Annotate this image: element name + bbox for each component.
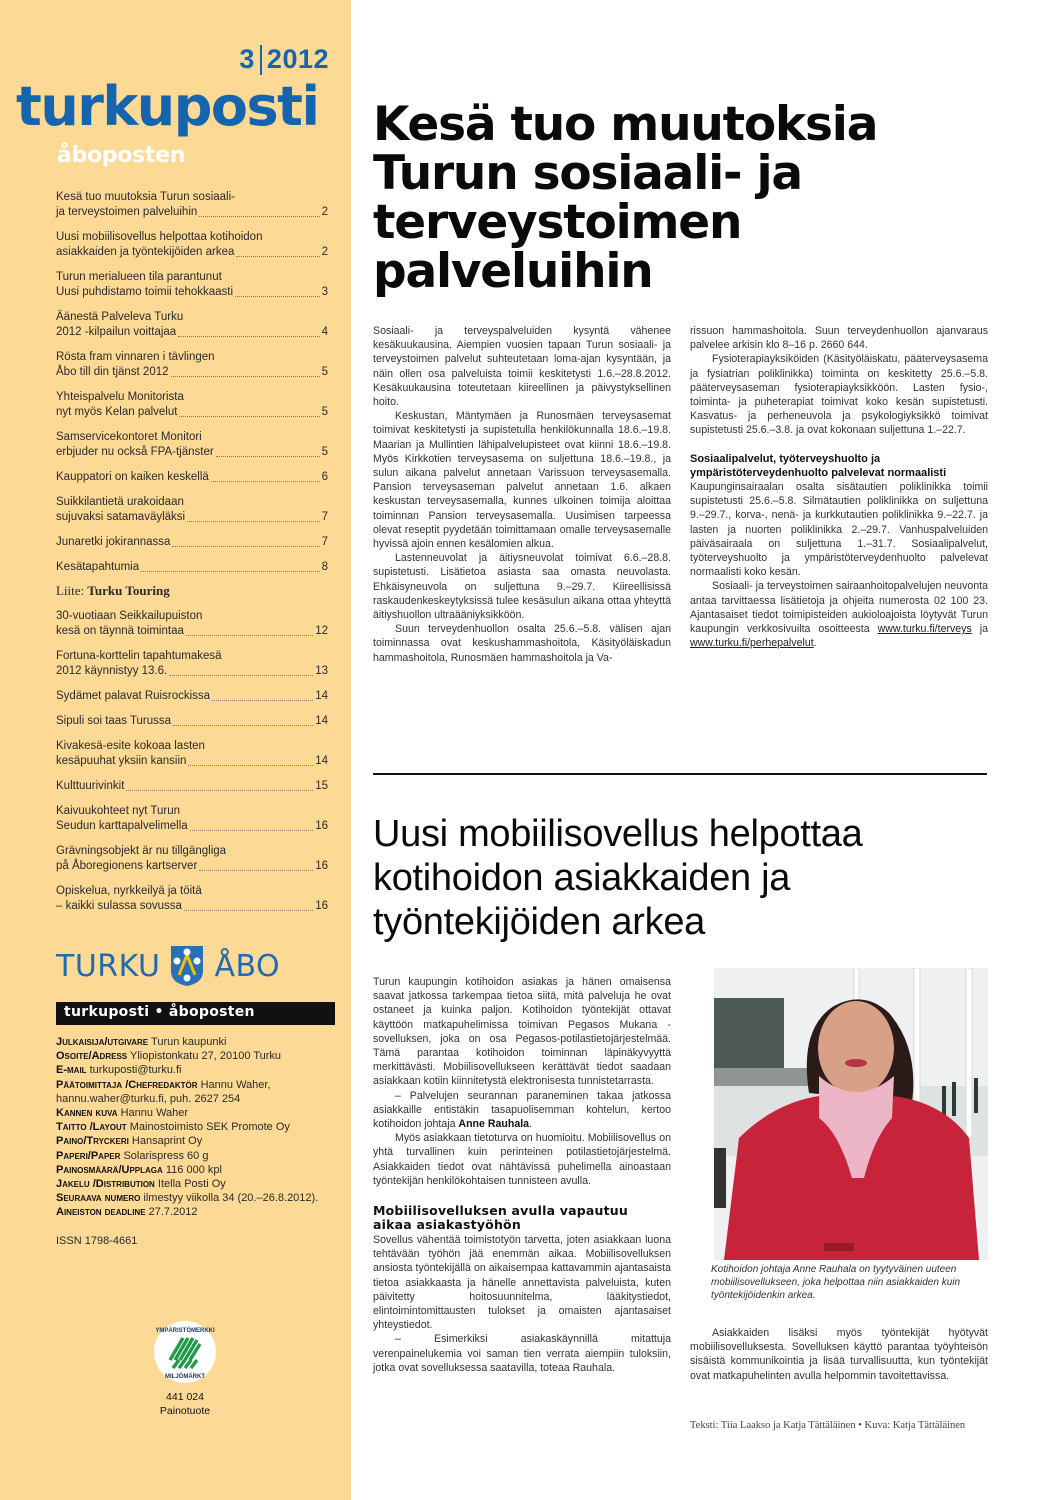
toc-entry-line	[56, 390, 328, 405]
toc-page-number: 6	[321, 471, 328, 483]
colophon-value: Mainostoimisto SEK Promote Oy	[129, 1121, 290, 1134]
toc-entry-line	[56, 495, 328, 510]
toc-leader-dots	[216, 456, 320, 457]
article1-paragraph-links	[690, 579, 988, 650]
toc-page-number: 14	[315, 715, 328, 727]
toc-entry-line	[56, 739, 328, 754]
toc-entry-title: 2012 -kilpailun voittajaa	[56, 326, 177, 338]
article-divider	[373, 773, 987, 775]
toc-entry-line	[56, 405, 328, 420]
article1-paragraph: Suun terveydenhuollon osalta 25.6.–5.8. välisen ajan toiminnassa ovat keskushammashoitola, Käsityöläiskadun hammashoitola, Runosmäen hammashoitola ja Va-	[373, 623, 671, 664]
toc-entry-line	[56, 230, 328, 245]
toc-entry-title: Sydämet palavat Ruisrockissa	[56, 690, 211, 702]
toc-entry-line	[56, 884, 328, 899]
colophon-row	[56, 1106, 341, 1120]
toc-page-number: 8	[321, 561, 328, 573]
swan-ecolabel-icon	[153, 1320, 217, 1384]
toc-entry-line	[56, 285, 328, 300]
article1-column2	[690, 324, 988, 650]
photo-caption: Kotihoidon johtaja Anne Rauhala on tyytyväinen uuteen mobiilisovellukseen, joka helpottaa niin asiakkaiden kuin työntekijöidenkin arkea.	[711, 1264, 961, 1301]
toc-leader-dots	[187, 521, 319, 522]
link-turku-perhepalvelut[interactable]: www.turku.fi/perhepalvelut	[690, 637, 814, 650]
toc-entry-line	[56, 804, 328, 819]
toc-entry-title: Fortuna-korttelin tapahtumakesä	[56, 650, 222, 662]
toc-entry-title: Uusi puhdistamo toimii tehokkaasti	[56, 286, 234, 298]
colophon-label: Painosmäärä/Upplaga	[56, 1163, 163, 1176]
toc-entry-title: Opiskelua, nyrkkeilyä ja töitä	[56, 885, 202, 897]
article1-paragraph: Lastenneuvolat ja äitiysneuvolat toimivat 6.6.–28.8. supistetusti. Lisätietoa asiasta saa omasta neuvolasta. Ehkäisyneuvola on suljettuna 9.–29.7. Kiireellisissä raskaudenkeskeytyksissä tulee kesäsulun aikana ottaa yhteyttä äitiyshuollon ultraääniyksikköön.	[373, 552, 671, 622]
toc-entry-title: på Åboregionens kartserver	[56, 860, 198, 872]
colophon-label: E-mail	[56, 1064, 87, 1077]
person-name: Anne Rauhala	[458, 1118, 530, 1131]
toc-entry[interactable]	[56, 190, 328, 220]
toc-entry-title: Grävningsobjekt är nu tillgängliga	[56, 845, 227, 857]
issue-separator	[260, 45, 262, 75]
colophon-value: ilmestyy viikolla 34 (20.–26.8.2012).	[143, 1192, 319, 1205]
colophon-row	[56, 1177, 341, 1191]
masthead-subtitle: åboposten	[57, 143, 186, 168]
article1-subheading: Sosiaalipalvelut, työterveyshuolto ja ympäristöterveydenhuolto palvelevat normaalisti	[690, 452, 947, 479]
toc-entry-title: nyt myös Kelan palvelut	[56, 406, 178, 418]
toc-entry[interactable]	[56, 470, 328, 485]
toc-entry-title: Kivakesä-esite kokoaa lasten	[56, 740, 205, 752]
toc-entry-line	[56, 664, 328, 679]
article2-column2	[690, 1326, 988, 1383]
toc-page-number: 12	[315, 625, 328, 637]
coat-of-arms-icon	[170, 945, 204, 987]
article2-paragraph-quote	[373, 1089, 671, 1132]
toc-entry-line	[56, 350, 328, 365]
toc-leader-dots	[169, 675, 313, 676]
article2-subheading: Mobiilisovelluksen avulla vapautuu aikaa asiakastyöhön	[373, 1203, 628, 1233]
toc-leader-dots	[190, 830, 314, 831]
colophon-label: Julkaisija/utgivare	[56, 1036, 149, 1048]
article2-column1	[373, 975, 671, 1375]
toc-supplement-heading	[56, 583, 328, 599]
period: .	[813, 637, 817, 650]
turku-abo-logo	[56, 945, 280, 987]
toc-entry-title: Kauppatori on kaiken keskellä	[56, 471, 209, 483]
colophon-value: 116 000 kpl	[165, 1163, 222, 1176]
toc-entry-line	[56, 365, 328, 380]
article2-paragraph: – Esimerkiksi asiakaskäynnillä mitattuja verenpainelukemia voi saman tien verrata aiempiin tuloksiin, jotka ovat sovelluksessa saatavilla, toteaa Rauhala.	[373, 1333, 671, 1374]
sidebar	[0, 0, 351, 1500]
toc-page-number: 5	[321, 446, 328, 458]
logo-text-turku: TURKU	[56, 948, 161, 984]
colophon-row	[56, 1049, 341, 1063]
toc-leader-dots	[126, 790, 313, 791]
toc-entry[interactable]	[56, 390, 328, 420]
portrait-image	[714, 968, 988, 1260]
toc-entry-title: Sipuli soi taas Turussa	[56, 715, 172, 727]
toc-entry-title: 2012 käynnistyy 13.6.	[56, 665, 168, 677]
article2-headline: Uusi mobiilisovellus helpottaa kotihoidon asiakkaiden ja työntekijöiden arkea	[373, 813, 863, 943]
toc-main-list	[56, 190, 328, 575]
colophon-value: Hansaprint Oy	[131, 1135, 203, 1148]
toc-page-number: 2	[321, 246, 328, 258]
toc-leader-dots	[236, 256, 319, 257]
toc-entry-title: Seudun karttapalvelimella	[56, 820, 188, 832]
toc-entry[interactable]	[56, 270, 328, 300]
colophon-row	[56, 1078, 341, 1106]
toc-entry-title: erbjuder nu också FPA-tjänster	[56, 446, 214, 458]
article2-paragraph: Myös asiakkaan tietoturva on huomioitu. Mobiilisovellus on yhtä turvallinen kuin perinteinen potilastietojärjestelmä. Asiakkaiden tiedot ovat nähtävissä puhelimella ainoastaan työntekijän henkilökohtaisen tunnisteen avulla.	[373, 1132, 671, 1187]
toc-page-number: 14	[315, 755, 328, 767]
toc-entry-line	[56, 624, 328, 639]
toc-entry-line	[56, 245, 328, 260]
toc-entry-line	[56, 535, 328, 550]
toc-leader-dots	[179, 416, 319, 417]
toc-entry-title: Kesätapahtumia	[56, 561, 140, 573]
toc-page-number: 2	[321, 206, 328, 218]
toc-entry-title: ja terveystoimen palveluihin	[56, 206, 198, 218]
toc-entry-title: Samservicekontoret Monitori	[56, 431, 202, 443]
issue-number	[239, 44, 329, 75]
toc-entry-line	[56, 510, 328, 525]
toc-leader-dots	[171, 376, 320, 377]
toc-entry-title: – kaikki sulassa sovussa	[56, 900, 182, 912]
toc-page-number: 7	[321, 511, 328, 523]
toc-entry[interactable]	[56, 649, 328, 679]
toc-entry-title: kesä on täynnä toimintaa	[56, 625, 184, 637]
article1-column1	[373, 324, 671, 665]
toc-entry[interactable]	[56, 230, 328, 260]
svg-text:YMPÄRISTÖMERKKI: YMPÄRISTÖMERKKI	[155, 1328, 215, 1334]
colophon-row	[56, 1205, 341, 1219]
toc-leader-dots	[186, 635, 313, 636]
toc-entry-line	[56, 859, 328, 874]
toc-entry-title: Turun merialueen tila parantunut	[56, 271, 222, 283]
toc-page-number: 16	[315, 860, 328, 872]
main-content	[351, 0, 1049, 1500]
toc-page-number: 13	[315, 665, 328, 677]
toc-entry[interactable]	[56, 535, 328, 550]
article1-paragraph: Fysioterapiayksiköiden (Käsityöläiskatu, pääterveysasema ja fysiatrian poliklinikka) toiminta on keskitetty 25.6.–5.8. pääterveysaseman fysioterapiayksikköön. Lasten fysio-, toiminta- ja puheterapiat toimivat koko kesän supistetusti. Kasvatus- ja perheneuvola ja psykologiyksikkö toimivat supistetusti 25.6.–3.8. ja ovat kokonaan suljettuna 1.–22.7.	[690, 353, 988, 437]
toc-page-number: 5	[321, 366, 328, 378]
toc-page-number: 4	[321, 326, 328, 338]
toc-leader-dots	[188, 765, 313, 766]
article2-paragraph: Asiakkaiden lisäksi myös työntekijät hyötyvät mobiilisovelluksesta. Sovelluksen käyttö parantaa työyhteisön sisäistä kommunikointia ja lisää turvallisuutta, kun työntekijät ovat matkapuhelinten avulla helpommin tavoitettavissa.	[690, 1327, 988, 1382]
colophon-label: Aineiston deadline	[56, 1206, 146, 1219]
toc-entry-line	[56, 754, 328, 769]
colophon-value: turkuposti@turku.fi	[89, 1064, 182, 1077]
toc-entry[interactable]	[56, 804, 328, 834]
toc-entry-title: Kulttuurivinkit	[56, 780, 125, 792]
toc-leader-dots	[211, 481, 320, 482]
toc-entry-line	[56, 819, 328, 834]
toc-entry[interactable]	[56, 495, 328, 525]
toc-entry-line	[56, 205, 328, 220]
article1-headline: Kesä tuo muutoksia Turun sosiaali- ja terveystoimen palveluihin	[373, 97, 878, 299]
toc-leader-dots	[199, 216, 319, 217]
toc-entry-line	[56, 470, 328, 485]
colophon-label: Paperi/Paper	[56, 1149, 121, 1162]
toc-entry-title: Rösta fram vinnaren i tävlingen	[56, 351, 215, 363]
toc-page-number: 16	[315, 820, 328, 832]
toc-page-number: 14	[315, 690, 328, 702]
toc-entry-line	[56, 430, 328, 445]
toc-entry[interactable]	[56, 844, 328, 874]
link-turku-terveys[interactable]: www.turku.fi/terveys	[877, 623, 972, 636]
toc-entry-line	[56, 560, 328, 575]
toc-entry-title: Uusi mobiilisovellus helpottaa kotihoidon	[56, 231, 263, 243]
colophon-value: 27.7.2012	[148, 1206, 198, 1219]
colophon-row	[56, 1120, 341, 1134]
toc-entry[interactable]	[56, 884, 328, 914]
toc-page-number: 15	[315, 780, 328, 792]
toc-leader-dots	[199, 870, 313, 871]
toc-leader-dots	[184, 910, 313, 911]
svg-text:MILJÖMÄRKT: MILJÖMÄRKT	[165, 1374, 205, 1380]
nordic-ecolabel	[145, 1320, 225, 1417]
toc-supplement-list	[56, 609, 328, 914]
colophon-row	[56, 1035, 341, 1049]
toc-entry-line	[56, 844, 328, 859]
toc-entry[interactable]	[56, 714, 328, 729]
colophon-list	[56, 1035, 341, 1220]
toc-entry-line	[56, 270, 328, 285]
toc-leader-dots	[212, 700, 313, 701]
article1-paragraph: rissuon hammashoitola. Suun terveydenhuollon ajanvaraus palvelee arkisin klo 8–16 p. 2660 644.	[690, 325, 988, 352]
toc-entry[interactable]	[56, 689, 328, 704]
toc-entry-title: Kesä tuo muutoksia Turun sosiaali-	[56, 191, 235, 203]
link-joiner: ja	[979, 623, 988, 636]
supplement-title: Turku Touring	[87, 583, 170, 598]
toc-entry-line	[56, 325, 328, 340]
colophon-row	[56, 1063, 341, 1077]
colophon-value: Turun kaupunki	[151, 1036, 227, 1048]
toc-entry-title: 30-vuotiaan Seikkailupuiston	[56, 610, 203, 622]
toc-entry-line	[56, 609, 328, 624]
publication-namebar: turkuposti • åboposten	[56, 1002, 335, 1025]
colophon-label: Jakelu /Distribution	[56, 1178, 155, 1191]
toc-leader-dots	[173, 725, 313, 726]
portrait-photo	[714, 968, 988, 1260]
toc-entry-title: kesäpuuhat yksiin kansiin	[56, 755, 187, 767]
article1-paragraph: Keskustan, Mäntymäen ja Runosmäen terveysasemat toimivat keskitetysti ja supistetulla henkilökunnalla 18.6.–19.8. Maarian ja Mullintien lähipalvelupisteet ovat kiinni 18.6.–19.8. Myös Kirkkotien terveysasema on suljettuna 18.6.–19.8., ja sulun aikana palvelut annetaan Varissuon terveysasemalla. Pansion terveysaseman palvelut annetaan 1.6. alkaen keskustan terveysasemalla, kunnes ulkoinen toimija aloittaa toiminnan Pansion terveysasemalla. Uusimisen tarpeessa olevat reseptit pyydetään toimittamaan omalle terveysasemalle hyvissä ajoin ennen kesälomien alkua.	[373, 410, 671, 551]
colophon-label: Taitto /Layout	[56, 1121, 127, 1134]
article1-paragraph: Sosiaali- ja terveyspalveluiden kysyntä vähenee kesäkuukausina. Aiempien vuosien tapaan Turun sosiaali- ja terveystoimen palvelut suhteutetaan loma-ajan kysyntään, ja näin ollen osa palveluista toimii keskitetysti 1.6.–28.8.2012. Kesäkuukausina toteutetaan kiireellinen ja päivystyksellinen hoito.	[373, 325, 671, 409]
toc-page-number: 16	[315, 900, 328, 912]
masthead-title: turkuposti	[16, 75, 319, 138]
toc-leader-dots	[178, 336, 319, 337]
toc-entry-title: Junaretki jokirannassa	[56, 536, 171, 548]
colophon-label: Päätoimittaja /Chefredaktör	[56, 1078, 198, 1091]
period: .	[529, 1118, 533, 1131]
toc-entry[interactable]	[56, 739, 328, 769]
colophon-value: Solarispress 60 g	[123, 1149, 209, 1162]
article2-paragraph: Sovellus vähentää toimistotyön tarvetta, joten asiakkaan luona tehtävään työhön jää enemmän aikaa. Mobiilisovelluksen ansiosta työntekijällä on aikaisempaa kattavammin ajantasaista tietoa asiakkaasta ja hänelle annettavista palveluista, kuten päivitetty hoitosuunnitelma, lääkitystiedot, elintoimintomittausten tulokset ja omaisten ajantasaiset yhteystiedot.	[373, 1234, 671, 1332]
toc-page-number: 3	[321, 286, 328, 298]
toc-entry-line	[56, 689, 328, 704]
colophon-value: Hannu Waher, hannu.waher@turku.fi, puh. 2627 254	[56, 1078, 271, 1105]
toc-entry-line	[56, 190, 328, 205]
toc-entry-line	[56, 714, 328, 729]
supplement-label: Liite:	[56, 583, 85, 598]
toc-entry-title: Äänestä Palveleva Turku	[56, 311, 184, 323]
toc-entry-line	[56, 649, 328, 664]
colophon-label: Seuraava numero	[56, 1192, 141, 1205]
toc-entry[interactable]	[56, 310, 328, 340]
toc-entry-title: Kaivuukohteet nyt Turun	[56, 805, 181, 817]
toc-entry-title: sujuvaksi satamaväyläksi	[56, 511, 186, 523]
colophon-label: Osoite/Adress	[56, 1050, 128, 1063]
ecolabel-label: Painotuote	[159, 1405, 211, 1417]
article1-paragraph-text: Sosiaali- ja terveystoimen sairaanhoitopalvelujen neuvonta antaa tarvittaessa lisätietoja ja ohjeita numerosta 02 100 23. Ajantasaiset tiedot toimipisteiden aukioloajoista löytyvät Turun kaupungin verkkosivuilta osoitteesta	[690, 580, 988, 636]
colophon-value: Itella Posti Oy	[157, 1178, 226, 1191]
ecolabel-number: 441 024	[166, 1391, 204, 1403]
colophon-value: Yliopistonkatu 27, 20100 Turku	[129, 1050, 282, 1063]
issue-year: 2012	[266, 44, 329, 74]
toc-entry-line	[56, 899, 328, 914]
colophon-row	[56, 1191, 341, 1205]
colophon-label: Paino/Tryckeri	[56, 1135, 129, 1148]
toc-leader-dots	[172, 546, 319, 547]
toc-entry-line	[56, 779, 328, 794]
toc-entry-title: asiakkaiden ja työntekijöiden arkea	[56, 246, 235, 258]
toc-entry[interactable]	[56, 609, 328, 639]
toc-entry-line	[56, 445, 328, 460]
toc-entry[interactable]	[56, 560, 328, 575]
toc-entry[interactable]	[56, 430, 328, 460]
quote-text: – Palvelujen seurannan paraneminen takaa jatkossa asiakkaille entistäkin tasapuolisemman kohtelun, kertoo kotihoidon johtaja	[373, 1089, 671, 1131]
toc-page-number: 7	[321, 536, 328, 548]
issn: ISSN 1798-4661	[56, 1234, 138, 1247]
toc-entry-title: Suikkilantietä urakoidaan	[56, 496, 184, 508]
toc-leader-dots	[141, 571, 319, 572]
issue-number-value: 3	[239, 44, 255, 74]
colophon-label: Kannen kuva	[56, 1107, 118, 1120]
colophon-row	[56, 1134, 341, 1148]
toc-entry-line	[56, 310, 328, 325]
toc-entry-title: Åbo till din tjänst 2012	[56, 366, 169, 378]
toc-page-number: 5	[321, 406, 328, 418]
toc-entry[interactable]	[56, 779, 328, 794]
colophon-row	[56, 1149, 341, 1163]
colophon-row	[56, 1163, 341, 1177]
article-credits: Teksti: Tiia Laakso ja Katja Tättäläinen • Kuva: Katja Tättäläinen	[690, 1420, 966, 1431]
colophon	[56, 1035, 341, 1248]
article2-paragraph: Turun kaupungin kotihoidon asiakas ja hänen omaisensa saavat jatkossa tarkempaa tietoa siitä, mitä palveluja he ovat ostaneet ja kuinka paljon. Kotihoidon työntekijät ottavat käyttöön matkapuhelimissa toimivan Pegasos Mukana -sovelluksen, joka on osa Pegasos-potilastietojärjestelmää. Tämä parantaa kotihoidon toiminnan läpinäkyvyyttä merkittävästi. Mobiilisovellukseen kerättävät tiedot saadaan asiakkaan kotiin kiinnitetystä elektronisesta tunnistetarrasta.	[373, 976, 671, 1088]
toc-entry-title: Yhteispalvelu Monitorista	[56, 391, 184, 403]
colophon-value: Hannu Waher	[120, 1107, 189, 1120]
article1-paragraph: Kaupunginsairaalan osalta sisätautien poliklinikka toimii supistetusti 25.6.–5.8. Silmätautien poliklinikka on suljettuna 9.–29.7., korva-, nenä- ja kurkkutautien poliklinikka 9.–22.7. ja lasten ja nuorten poliklinikka 2.–29.7. Vanhuspalveluiden päiväsairaala on suljettuna 1.–31.7. Sosiaalipalvelut, työterveyshuolto ja ympäristöterveydenhuolto palvelevat normaalisti koko kesän.	[690, 481, 988, 579]
table-of-contents	[56, 190, 328, 924]
logo-text-abo: ÅBO	[214, 948, 281, 984]
toc-entry[interactable]	[56, 350, 328, 380]
toc-leader-dots	[235, 296, 320, 297]
